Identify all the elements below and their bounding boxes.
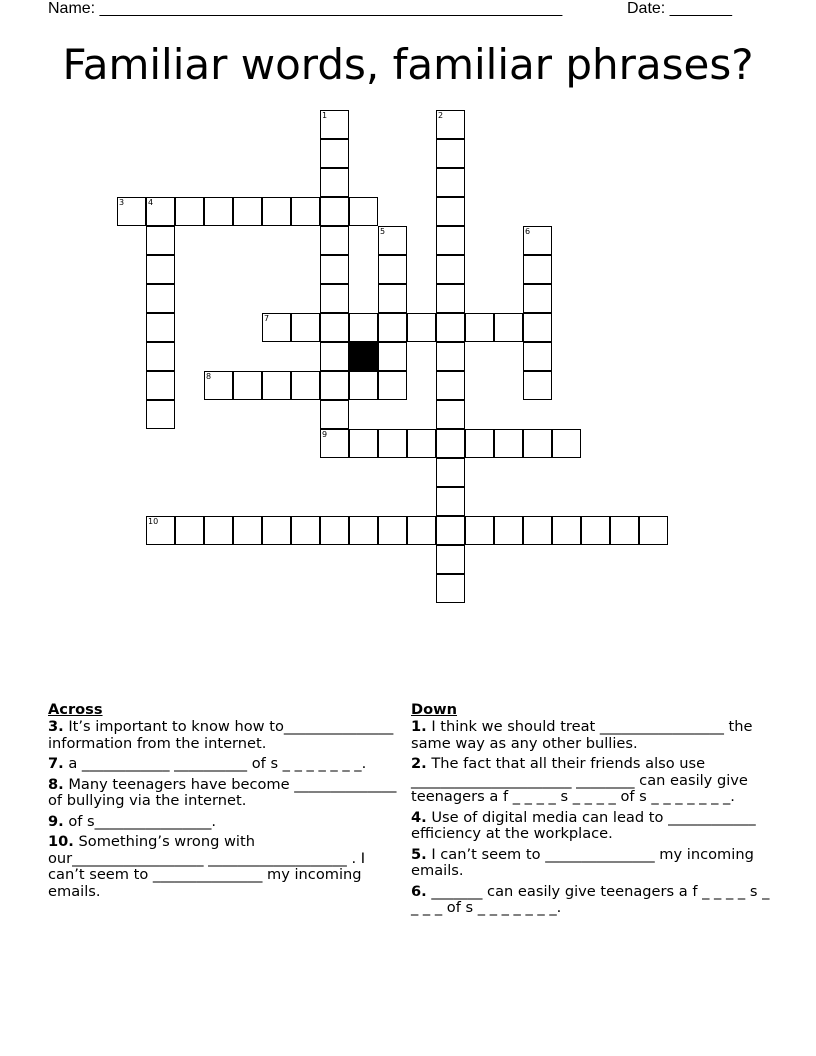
grid-cell[interactable] xyxy=(320,197,349,226)
grid-cell[interactable] xyxy=(146,371,175,400)
across-clue xyxy=(48,719,400,752)
grid-cell[interactable] xyxy=(581,516,610,545)
grid-cell[interactable] xyxy=(291,197,320,226)
clue-number-label: 4 xyxy=(148,198,154,207)
grid-cell[interactable] xyxy=(378,371,407,400)
down-clue xyxy=(411,810,771,843)
clue-number: 6. xyxy=(411,882,427,900)
name-field: Name: ____________________________________________________ xyxy=(48,0,563,17)
grid-cell[interactable] xyxy=(523,255,552,284)
grid-cell[interactable] xyxy=(436,139,465,168)
clue-number-label: 3 xyxy=(119,198,125,207)
grid-cell[interactable] xyxy=(378,284,407,313)
grid-cell[interactable] xyxy=(204,197,233,226)
grid-cell[interactable] xyxy=(262,516,291,545)
grid-cell[interactable] xyxy=(436,313,465,342)
grid-cell[interactable] xyxy=(175,197,204,226)
grid-cell[interactable] xyxy=(436,255,465,284)
clue-number: 7. xyxy=(48,755,64,772)
grid-cell[interactable] xyxy=(436,197,465,226)
grid-cell[interactable] xyxy=(146,342,175,371)
grid-cell[interactable] xyxy=(523,516,552,545)
grid-cell[interactable] xyxy=(349,371,378,400)
grid-cell[interactable] xyxy=(523,371,552,400)
grid-cell[interactable] xyxy=(320,226,349,255)
grid-cell[interactable] xyxy=(523,342,552,371)
grid-cell[interactable] xyxy=(146,255,175,284)
grid-cell[interactable] xyxy=(552,429,581,458)
grid-cell[interactable] xyxy=(146,400,175,429)
clue-text: I can’t seem to _______________ my incoming emails. xyxy=(411,845,754,879)
grid-cell[interactable] xyxy=(146,226,175,255)
grid-cell[interactable] xyxy=(639,516,668,545)
grid-cell[interactable] xyxy=(175,516,204,545)
grid-cell[interactable] xyxy=(552,516,581,545)
clue-text: _______ can easily give teenagers a f _ _ _ _ s _ _ _ _ of s _ _ _ _ _ _ _. xyxy=(411,882,770,916)
grid-cell[interactable] xyxy=(320,516,349,545)
grid-cell[interactable] xyxy=(523,313,552,342)
across-clues xyxy=(48,700,400,904)
black-square xyxy=(349,342,378,371)
grid-cell[interactable] xyxy=(378,342,407,371)
clue-number: 4. xyxy=(411,808,427,826)
grid-cell[interactable] xyxy=(320,400,349,429)
grid-cell[interactable] xyxy=(320,110,349,139)
grid-cell[interactable] xyxy=(233,516,262,545)
grid-cell[interactable] xyxy=(436,429,465,458)
grid-cell[interactable] xyxy=(436,110,465,139)
clue-number-label: 8 xyxy=(206,372,212,381)
grid-cell[interactable] xyxy=(146,197,175,226)
clue-number: 5. xyxy=(411,845,427,863)
grid-cell[interactable] xyxy=(523,226,552,255)
grid-cell[interactable] xyxy=(436,342,465,371)
clue-text: It’s important to know how to_______________ information from the internet. xyxy=(48,718,394,752)
grid-cell[interactable] xyxy=(523,429,552,458)
clue-number: 3. xyxy=(48,718,64,735)
down-clue xyxy=(411,884,771,917)
grid-cell[interactable] xyxy=(320,342,349,371)
clue-number: 2. xyxy=(411,755,427,772)
grid-cell[interactable] xyxy=(378,313,407,342)
grid-cell[interactable] xyxy=(407,429,436,458)
grid-cell[interactable] xyxy=(117,197,146,226)
grid-cell[interactable] xyxy=(320,313,349,342)
across-clue xyxy=(48,756,400,773)
down-heading: Down xyxy=(411,701,458,718)
grid-cell[interactable] xyxy=(204,371,233,400)
grid-cell[interactable] xyxy=(407,516,436,545)
clue-number: 10. xyxy=(48,833,74,850)
clue-number: 8. xyxy=(48,775,64,793)
grid-cell[interactable] xyxy=(436,545,465,574)
grid-cell[interactable] xyxy=(349,197,378,226)
grid-cell[interactable] xyxy=(407,313,436,342)
grid-cell[interactable] xyxy=(436,168,465,197)
grid-cell[interactable] xyxy=(465,313,494,342)
page-title: Familiar words, familiar phrases? xyxy=(62,40,754,89)
grid-cell[interactable] xyxy=(320,139,349,168)
grid-cell[interactable] xyxy=(146,313,175,342)
grid-cell[interactable] xyxy=(436,284,465,313)
grid-cell[interactable] xyxy=(436,516,465,545)
grid-cell[interactable] xyxy=(378,516,407,545)
grid-cell[interactable] xyxy=(320,284,349,313)
grid-cell[interactable] xyxy=(291,371,320,400)
grid-cell[interactable] xyxy=(523,284,552,313)
clue-number-label: 7 xyxy=(264,314,270,323)
clue-text: Many teenagers have become ______________ of bullying via the internet. xyxy=(48,775,397,809)
grid-cell[interactable] xyxy=(320,371,349,400)
grid-cell[interactable] xyxy=(465,429,494,458)
across-clue-list xyxy=(48,719,400,900)
across-heading: Across xyxy=(48,701,103,718)
across-clue xyxy=(48,777,400,810)
clue-number-label: 10 xyxy=(148,517,159,526)
date-field: Date: _______ xyxy=(627,0,732,17)
grid-cell[interactable] xyxy=(262,197,291,226)
across-clue xyxy=(48,814,400,831)
clue-text: Use of digital media can lead to ____________ efficiency at the workplace. xyxy=(411,808,756,842)
grid-cell[interactable] xyxy=(146,284,175,313)
grid-cell[interactable] xyxy=(494,429,523,458)
grid-cell[interactable] xyxy=(204,516,233,545)
down-clues xyxy=(411,700,771,921)
grid-cell[interactable] xyxy=(436,371,465,400)
grid-cell[interactable] xyxy=(146,516,175,545)
grid-cell[interactable] xyxy=(436,487,465,516)
down-clue-list xyxy=(411,719,771,917)
clue-text: The fact that all their friends also use ______________________ ________ can easily give teenagers a f _ _ _ _ s _ _ _ _ of s _ _ _ _ _ _ _. xyxy=(411,755,748,805)
grid-cell[interactable] xyxy=(291,516,320,545)
clue-number: 1. xyxy=(411,718,427,735)
grid-cell[interactable] xyxy=(320,255,349,284)
clue-number-label: 9 xyxy=(322,430,328,439)
clue-number-label: 1 xyxy=(322,111,328,120)
grid-cell[interactable] xyxy=(349,429,378,458)
across-clue xyxy=(48,834,400,900)
grid-cell[interactable] xyxy=(262,371,291,400)
grid-cell[interactable] xyxy=(494,516,523,545)
grid-cell[interactable] xyxy=(320,168,349,197)
grid-cell[interactable] xyxy=(291,313,320,342)
clue-text: a ____________ __________ of s _ _ _ _ _ _ _. xyxy=(63,755,367,772)
clue-number-label: 5 xyxy=(380,227,386,236)
down-clue xyxy=(411,756,771,806)
grid-cell[interactable] xyxy=(610,516,639,545)
clue-text: I think we should treat _________________ the same way as any other bullies. xyxy=(411,718,753,752)
clue-number: 9. xyxy=(48,812,64,830)
grid-cell[interactable] xyxy=(320,429,349,458)
grid-cell[interactable] xyxy=(262,313,291,342)
grid-cell[interactable] xyxy=(378,255,407,284)
grid-cell[interactable] xyxy=(494,313,523,342)
clue-text: of s________________. xyxy=(63,812,217,830)
grid-cell[interactable] xyxy=(233,371,262,400)
grid-cell[interactable] xyxy=(436,226,465,255)
down-clue xyxy=(411,847,771,880)
down-clue xyxy=(411,719,771,752)
grid-cell[interactable] xyxy=(349,313,378,342)
grid-cell[interactable] xyxy=(436,458,465,487)
grid-cell[interactable] xyxy=(465,516,494,545)
grid-cell[interactable] xyxy=(378,429,407,458)
grid-cell[interactable] xyxy=(349,516,378,545)
grid-cell[interactable] xyxy=(378,226,407,255)
clue-number-label: 6 xyxy=(525,227,531,236)
grid-cell[interactable] xyxy=(436,574,465,603)
grid-cell[interactable] xyxy=(436,400,465,429)
grid-cell[interactable] xyxy=(233,197,262,226)
clue-number-label: 2 xyxy=(438,111,444,120)
clue-text: Something’s wrong with our__________________ ___________________ . I can’t seem to _______________ my incoming emails. xyxy=(48,833,366,900)
